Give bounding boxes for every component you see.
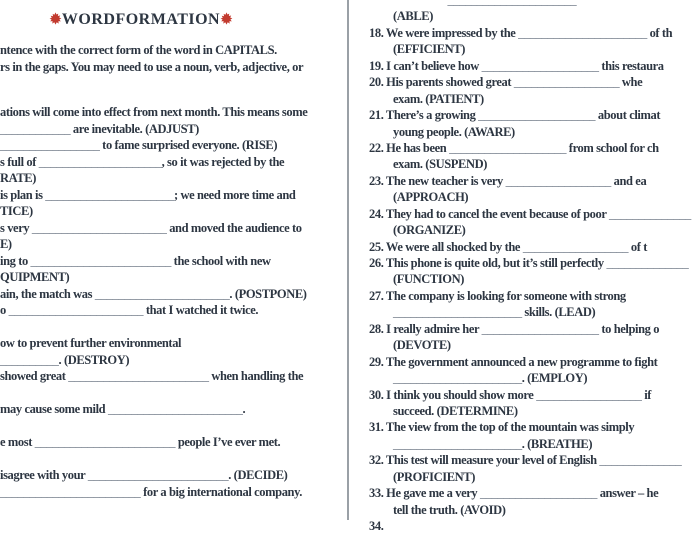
- blank-underline: __________________: [513, 75, 620, 90]
- text-line: __________. (DESTROY): [0, 352, 130, 367]
- blank-underline: _______________________: [107, 402, 243, 416]
- text-line: [0, 385, 347, 402]
- text-line: 33. He gave me a very ____________________ answer – he: [369, 486, 659, 501]
- text-line: ations will come into effect from next month. This means some: [0, 105, 308, 119]
- text-line: E): [0, 237, 12, 251]
- text-line: 20. His parents showed great __________________ whe: [369, 75, 643, 90]
- blank-underline: _____________________: [38, 154, 162, 169]
- text-line: (PROFICIENT): [393, 469, 476, 484]
- text-line: ______________________. (EMPLOY): [393, 371, 588, 386]
- text-line: (DEVOTE): [393, 338, 451, 353]
- text-line: succeed. (DETERMINE): [393, 403, 518, 418]
- instructions-block: [0, 42, 347, 75]
- blank-underline: ____________________: [479, 486, 597, 501]
- text-line: (APPROACH): [393, 190, 469, 205]
- text-line: (ORGANIZE): [393, 223, 466, 238]
- text-line: (ABLE): [393, 9, 433, 24]
- text-line: 27. The company is looking for someone with strong: [369, 288, 626, 303]
- text-line: ing to ________________________ the school with new: [0, 253, 271, 268]
- text-line: 32. This test will measure your level of English ______________: [369, 453, 682, 468]
- blank-underline: _______________________: [31, 220, 167, 235]
- text-line: ________________________ for a big international company.: [0, 484, 302, 499]
- text-line: (FUNCTION): [393, 272, 464, 287]
- blank-underline: ______________________: [393, 436, 522, 451]
- text-line: isagree with your ________________________. (DECIDE): [0, 468, 288, 482]
- blank-underline: ________________________: [34, 435, 176, 449]
- text-line: QUIPMENT): [0, 270, 70, 284]
- blank-underline: ______________: [599, 453, 682, 468]
- text-line: s full of _____________________, so it was rejected by the: [0, 154, 285, 169]
- right-questions-block: [349, 0, 700, 534]
- blank-underline: ______________________: [447, 0, 577, 7]
- blank-underline: ______________________: [45, 187, 174, 202]
- text-line: TICE): [0, 204, 33, 218]
- text-line: 18. We were impressed by the ______________________ of th: [369, 25, 673, 40]
- blank-underline: ________________________: [0, 484, 141, 499]
- text-line: 25. We were all shocked by the __________________ of t: [369, 239, 647, 254]
- text-line: showed great ________________________ when handling the: [0, 369, 304, 383]
- maple-leaf-icon: [49, 12, 62, 25]
- text-line: is plan is ______________________; we need more time and: [0, 187, 296, 202]
- text-line: _________________ to fame surprised everyone. (RISE): [0, 138, 278, 152]
- left-questions-block: [0, 104, 347, 500]
- text-line: ____________ are inevitable. (ADJUST): [0, 121, 199, 136]
- blank-underline: _________________: [0, 138, 100, 152]
- text-line: 29. The government announced a new programme to fight: [369, 354, 658, 369]
- text-line: [0, 418, 347, 435]
- blank-underline: ______________________: [393, 371, 522, 386]
- blank-underline: ____________________: [478, 108, 596, 123]
- text-line: ow to prevent further environmental: [0, 336, 182, 350]
- text-line: exam. (SUSPEND): [393, 157, 487, 172]
- text-line: s very _______________________ and moved the audience to: [0, 220, 302, 235]
- blank-underline: ________________________: [68, 369, 209, 383]
- text-line: young people. (AWARE): [393, 124, 515, 139]
- text-line: 22. He has been ____________________ from school for ch: [369, 140, 659, 155]
- text-line: 28. I really admire her ____________________ to helping o: [369, 321, 660, 336]
- worksheet-title: [0, 11, 282, 29]
- text-line: 30. I think you should show more __________________ if: [369, 387, 652, 402]
- blank-underline: __________________: [536, 387, 642, 402]
- text-line: tell the truth. (AVOID): [393, 502, 506, 517]
- blank-underline: _______________________: [94, 286, 230, 301]
- text-line: ______________________ skills. (LEAD): [393, 305, 596, 320]
- text-line: (EFFICIENT): [393, 42, 465, 57]
- text-line: rs in the gaps. You may need to use a noun, verb, adjective, or: [0, 59, 304, 74]
- blank-underline: ______________: [606, 256, 689, 270]
- left-page: [0, 0, 347, 520]
- text-line: 21. There’s a growing ____________________ about climat: [369, 108, 661, 123]
- blank-underline: ________________________: [30, 253, 171, 268]
- blank-underline: ____________________: [481, 321, 599, 336]
- blank-underline: __________________: [522, 239, 629, 254]
- maple-leaf-icon: [220, 12, 233, 25]
- text-line: RATE): [0, 171, 36, 185]
- blank-underline: ______________________: [518, 25, 647, 40]
- blank-underline: ______________________: [393, 305, 522, 320]
- text-line: 31. The view from the top of the mountain was simply: [369, 420, 635, 435]
- text-line: [0, 451, 347, 468]
- text-line: ntence with the correct form of the word in CAPITALS.: [0, 43, 277, 57]
- text-line: [0, 319, 347, 336]
- blank-underline: ____________________: [481, 58, 599, 73]
- text-line: 34.: [369, 519, 384, 533]
- text-line: e most ________________________ people I’ve ever met.: [0, 435, 281, 449]
- text-line: 24. They had to cancel the event because of poor ______________: [369, 206, 691, 221]
- right-page: [349, 0, 700, 533]
- text-line: o _______________________ that I watched it twice.: [0, 303, 259, 317]
- blank-underline: __________: [0, 352, 59, 367]
- text-line: may cause some mild _______________________.: [0, 402, 246, 416]
- blank-underline: _______________________: [8, 303, 144, 317]
- text-line: 23. The new teacher is very __________________ and ea: [369, 173, 647, 188]
- worksheet-title-text: WORDFORMATION: [61, 11, 221, 28]
- blank-underline: __________________: [505, 173, 611, 188]
- blank-underline: ________________________: [87, 468, 229, 482]
- text-line: 19. I can’t believe how ____________________ this restaura: [369, 58, 664, 73]
- text-line: [349, 0, 700, 8]
- blank-underline: ____________: [0, 121, 71, 136]
- blank-underline: ______________: [609, 206, 691, 221]
- text-line: 26. This phone is quite old, but it’s still perfectly ______________: [369, 256, 689, 270]
- blank-underline: ____________________: [449, 140, 567, 155]
- text-line: ______________________. (BREATHE): [393, 436, 593, 451]
- text-line: exam. (PATIENT): [393, 91, 484, 106]
- text-line: ain, the match was _______________________. (POSTPONE): [0, 286, 307, 301]
